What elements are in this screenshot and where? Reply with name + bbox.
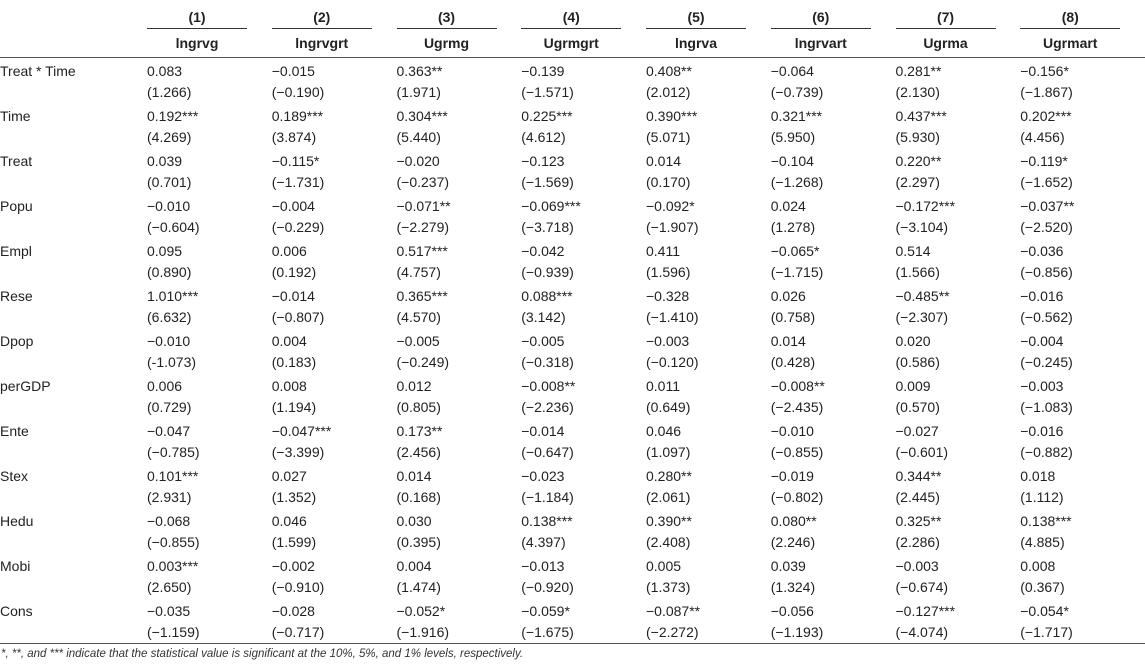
coefficient-cell: 0.026 [770, 287, 806, 304]
t-statistic-cell: (−0.717) [272, 621, 397, 644]
t-statistic-row [0, 396, 1145, 418]
coefficient-cell: 0.189*** [271, 107, 324, 124]
t-statistic-cell: (−1.193) [771, 621, 896, 644]
coefficient-cell: −0.020 [396, 152, 440, 169]
t-statistic-cell: (−0.318) [521, 353, 574, 370]
variable-name: Mobi [0, 557, 31, 574]
coefficient-cell: 0.011 [646, 377, 680, 394]
t-statistic-cell: (4.570) [396, 308, 441, 325]
coefficient-cell: 0.014 [646, 152, 682, 169]
t-statistic-cell: (0.395) [396, 533, 441, 550]
coefficient-row [0, 508, 1145, 531]
column-name-label: Ugrmg [423, 35, 470, 51]
t-statistic-cell: (2.408) [646, 533, 691, 550]
coefficient-cell: 0.365*** [396, 287, 448, 304]
t-statistic-cell: (−1.159) [147, 621, 272, 644]
coefficient-cell: −0.003 [895, 557, 939, 574]
variable-name: Dpop [0, 332, 34, 349]
t-statistic-cell: (1.474) [396, 578, 441, 595]
coefficient-cell: −0.047*** [271, 422, 332, 439]
t-statistic-cell: (−1.083) [1020, 398, 1073, 415]
coefficient-cell: −0.139 [521, 62, 565, 79]
t-statistic-cell: (0.701) [147, 173, 192, 190]
t-statistic-cell: (−0.807) [271, 308, 325, 325]
t-statistic-cell: (2.445) [895, 488, 940, 505]
coefficient-cell: 0.363** [396, 62, 443, 79]
empty-label-cell [0, 306, 147, 328]
t-statistic-cell: (1.112) [1020, 488, 1064, 505]
coefficient-row [0, 463, 1145, 486]
coefficient-cell: −0.019 [770, 467, 814, 484]
t-statistic-cell: (1.566) [895, 263, 940, 280]
coefficient-cell: 0.027 [271, 467, 307, 484]
t-statistic-cell: (1.278) [770, 218, 816, 235]
t-statistic-cell: (3.142) [521, 308, 566, 325]
coefficient-cell: −0.485** [895, 287, 950, 304]
coefficient-cell: 0.344** [895, 467, 942, 484]
column-name-header [272, 29, 397, 58]
column-number-label: (2) [272, 9, 372, 29]
t-statistic-cell: (−2.307) [895, 308, 949, 325]
empty-label-cell [0, 126, 147, 148]
t-statistic-cell: (−0.647) [521, 443, 574, 460]
coefficient-cell: −0.064 [770, 62, 814, 79]
t-statistic-cell: (0.570) [895, 398, 940, 415]
column-name-label: Ugrma [923, 35, 968, 51]
coefficient-cell: −0.027 [895, 422, 939, 439]
t-statistic-cell: (−0.245) [1020, 353, 1073, 370]
column-name-header [147, 29, 272, 58]
coefficient-cell: −0.010 [770, 422, 814, 439]
coefficient-cell: 0.321*** [770, 107, 823, 124]
variable-name: Treat * Time [0, 62, 76, 79]
t-statistic-cell: (−0.785) [147, 443, 200, 460]
column-name-header [896, 29, 1021, 58]
t-statistic-cell: (−1.184) [521, 488, 574, 505]
coefficient-cell: −0.023 [521, 467, 565, 484]
column-name-label: lngrva [674, 35, 717, 51]
t-statistic-cell: (−3.399) [271, 443, 325, 460]
t-statistic-cell: (4.269) [147, 128, 192, 145]
t-statistic-cell: (2.061) [646, 488, 691, 505]
coefficient-cell: −0.014 [521, 422, 565, 439]
column-number-label: (4) [521, 9, 621, 29]
coefficient-cell: −0.092* [646, 197, 695, 214]
t-statistic-cell: (2.246) [770, 533, 816, 550]
coefficient-cell: 0.220** [895, 152, 942, 169]
coefficient-row [0, 103, 1145, 126]
coefficient-cell: −0.042 [521, 242, 565, 259]
coefficient-cell: 0.018 [1020, 467, 1056, 484]
t-statistic-cell: (−0.604) [147, 218, 200, 235]
t-statistic-cell: (2.286) [895, 533, 940, 550]
coefficient-row [0, 193, 1145, 216]
header-corner [0, 0, 147, 29]
t-statistic-cell: (0.586) [895, 353, 940, 370]
coefficient-cell: 0.202*** [1020, 107, 1072, 124]
t-statistic-cell: (−0.674) [895, 578, 949, 595]
coefficient-cell: 0.006 [271, 242, 307, 259]
column-number-header [646, 0, 771, 29]
t-statistic-cell: (−0.237) [396, 173, 450, 190]
t-statistic-cell: (−2.272) [646, 621, 771, 644]
t-statistic-cell: (1.971) [396, 83, 441, 100]
t-statistic-cell: (−2.520) [1020, 218, 1073, 235]
coefficient-cell: −0.004 [271, 197, 315, 214]
coefficient-cell: −0.016 [1020, 422, 1064, 439]
coefficient-cell: 0.039 [770, 557, 806, 574]
t-statistic-cell: (−2.236) [521, 398, 574, 415]
coefficient-cell: 0.437*** [895, 107, 947, 124]
coefficient-cell: 0.008 [271, 377, 307, 394]
coefficient-cell: 0.014 [770, 332, 806, 349]
t-statistic-row [0, 486, 1145, 508]
t-statistic-cell: (6.632) [147, 308, 192, 325]
coefficient-cell: −0.119* [1020, 152, 1068, 169]
header-corner [0, 29, 147, 58]
variable-name: Empl [0, 242, 32, 259]
coefficient-cell: 0.173** [396, 422, 443, 439]
t-statistic-row [0, 216, 1145, 238]
coefficient-cell: −0.071** [396, 197, 451, 214]
column-name-header [397, 29, 522, 58]
empty-label-cell [0, 441, 147, 463]
column-name-label: Ugrmart [1043, 35, 1098, 51]
coefficient-cell: 0.014 [396, 467, 432, 484]
coefficient-cell: 0.046 [271, 512, 307, 529]
t-statistic-cell: (−0.855) [770, 443, 824, 460]
coefficient-cell: 0.192*** [147, 107, 199, 124]
t-statistic-cell: (5.440) [396, 128, 441, 145]
coefficient-cell: −0.037** [1020, 197, 1075, 214]
t-statistic-cell: (−0.601) [895, 443, 949, 460]
coefficient-cell: −0.014 [271, 287, 315, 304]
coefficient-cell: 0.095 [147, 242, 183, 259]
t-statistic-cell: (−0.910) [271, 578, 325, 595]
coefficient-cell: −0.065* [770, 242, 820, 259]
column-number-label: (5) [646, 9, 746, 29]
coefficient-cell: −0.005 [521, 332, 565, 349]
coefficient-cell: 0.325** [895, 512, 942, 529]
t-statistic-cell: (0.649) [646, 398, 691, 415]
t-statistic-cell: (1.194) [271, 398, 317, 415]
variable-name: Stex [0, 467, 29, 484]
column-number-label: (6) [771, 9, 871, 29]
variable-name: perGDP [0, 377, 51, 394]
t-statistic-cell: (−0.920) [521, 578, 574, 595]
t-statistic-cell: (2.012) [646, 83, 691, 100]
variable-name: Time [0, 107, 31, 124]
column-number-label: (1) [147, 9, 247, 29]
t-statistic-row [0, 441, 1145, 463]
coefficient-cell: −0.328 [646, 287, 690, 304]
t-statistic-cell: (−1.731) [271, 173, 325, 190]
coefficient-cell: −0.003 [1020, 377, 1064, 394]
t-statistic-cell: (0.170) [646, 173, 691, 190]
column-name-header [646, 29, 771, 58]
coefficient-cell: 0.020 [895, 332, 931, 349]
t-statistic-cell: (−1.652) [1020, 173, 1073, 190]
coefficient-cell: −0.127*** [895, 602, 956, 619]
t-statistic-row [0, 306, 1145, 328]
t-statistic-cell: (4.397) [521, 533, 566, 550]
t-statistic-cell: (−1.715) [770, 263, 824, 280]
coefficient-cell: 0.005 [646, 557, 682, 574]
t-statistic-row [0, 171, 1145, 193]
t-statistic-cell: (−1.907) [646, 218, 699, 235]
coefficient-cell: 0.408** [646, 62, 692, 79]
coefficient-row [0, 373, 1145, 396]
coefficient-cell: 0.009 [895, 377, 931, 394]
column-number-header [147, 0, 272, 29]
coefficient-row [0, 418, 1145, 441]
coefficient-cell: −0.035 [147, 602, 191, 619]
t-statistic-cell: (5.930) [895, 128, 940, 145]
column-number-header [521, 0, 646, 29]
coefficient-cell: −0.068 [147, 512, 191, 529]
column-name-header [771, 29, 896, 58]
t-statistic-cell: (−0.562) [1020, 308, 1073, 325]
coefficient-cell: −0.059* [521, 602, 570, 619]
empty-label-cell [0, 216, 147, 238]
t-statistic-cell: (0.428) [770, 353, 816, 370]
coefficient-row [0, 238, 1145, 261]
t-statistic-cell: (1.596) [646, 263, 691, 280]
column-number-header [272, 0, 397, 29]
t-statistic-cell: (1.373) [646, 578, 691, 595]
empty-label-cell [0, 396, 147, 418]
t-statistic-cell: (−1.268) [770, 173, 824, 190]
column-name-label: lngrvgrt [295, 35, 349, 51]
empty-label-cell [0, 171, 147, 193]
t-statistic-cell: (0.367) [1020, 578, 1065, 595]
t-statistic-cell: (−0.882) [1020, 443, 1073, 460]
t-statistic-cell: (4.885) [1020, 533, 1065, 550]
t-statistic-cell: (1.097) [646, 443, 691, 460]
t-statistic-cell: (−0.190) [271, 83, 325, 100]
variable-name: Ente [0, 422, 29, 439]
variable-name: Treat [0, 152, 33, 169]
coefficient-cell: −0.172*** [895, 197, 956, 214]
t-statistic-cell: (2.650) [147, 578, 192, 595]
empty-label-cell [0, 576, 147, 598]
t-statistic-cell: (0.758) [770, 308, 816, 325]
column-number-label: (3) [397, 9, 497, 29]
coefficient-cell: 0.411 [646, 242, 680, 259]
coefficient-row [0, 148, 1145, 171]
coefficient-cell: 0.012 [396, 377, 432, 394]
t-statistic-cell: (−0.120) [646, 353, 699, 370]
coefficient-cell: −0.004 [1020, 332, 1064, 349]
column-number-header [896, 0, 1021, 29]
t-statistic-row [0, 351, 1145, 373]
coefficient-cell: −0.028 [271, 602, 315, 619]
t-statistic-cell: (4.456) [1020, 128, 1065, 145]
t-statistic-row [0, 576, 1145, 598]
coefficient-cell: 0.281** [895, 62, 942, 79]
t-statistic-cell: (5.950) [770, 128, 816, 145]
column-number-label: (7) [896, 9, 996, 29]
t-statistic-cell: (−0.739) [770, 83, 824, 100]
t-statistic-cell: (4.757) [396, 263, 441, 280]
coefficient-cell: −0.005 [396, 332, 440, 349]
column-number-label: (8) [1020, 9, 1120, 29]
t-statistic-cell: (−0.802) [770, 488, 824, 505]
coefficient-cell: 0.080** [770, 512, 817, 529]
t-statistic-cell: (−4.074) [896, 621, 1021, 644]
t-statistic-cell: (−3.718) [521, 218, 574, 235]
empty-label-cell [0, 531, 147, 553]
coefficient-cell: 0.088*** [521, 287, 573, 304]
coefficient-cell: −0.015 [271, 62, 315, 79]
coefficient-cell: −0.013 [521, 557, 565, 574]
t-statistic-cell: (3.874) [271, 128, 317, 145]
t-statistic-cell: (5.071) [646, 128, 691, 145]
t-statistic-cell: (1.324) [770, 578, 816, 595]
column-name-row [0, 29, 1145, 58]
column-number-header [1020, 0, 1145, 29]
t-statistic-cell: (−1.867) [1020, 83, 1073, 100]
coefficient-row [0, 328, 1145, 351]
coefficient-row [0, 58, 1145, 82]
coefficient-cell: 0.083 [147, 62, 183, 79]
column-name-label: lngrvg [175, 35, 219, 51]
column-number-row [0, 0, 1145, 29]
coefficient-cell: −0.047 [147, 422, 191, 439]
coefficient-cell: −0.056 [770, 602, 814, 619]
coefficient-cell: −0.052* [396, 602, 446, 619]
coefficient-cell: 0.039 [147, 152, 183, 169]
variable-name: Hedu [0, 512, 34, 529]
coefficient-cell: −0.008** [521, 377, 576, 394]
t-statistic-cell: (−1.571) [521, 83, 574, 100]
coefficient-cell: 0.003*** [147, 557, 199, 574]
t-statistic-cell: (−1.569) [521, 173, 574, 190]
t-statistic-cell: (0.805) [396, 398, 441, 415]
coefficient-cell: −0.054* [1020, 602, 1069, 619]
t-statistic-row [0, 126, 1145, 148]
coefficient-cell: −0.003 [646, 332, 690, 349]
coefficient-cell: −0.115* [271, 152, 320, 169]
t-statistic-cell: (−2.279) [396, 218, 450, 235]
coefficient-cell: −0.010 [147, 332, 191, 349]
coefficient-cell: 0.390*** [646, 107, 698, 124]
coefficient-cell: −0.156* [1020, 62, 1069, 79]
coefficient-cell: 0.225*** [521, 107, 573, 124]
coefficient-cell: 0.004 [396, 557, 432, 574]
t-statistic-cell: (2.456) [396, 443, 441, 460]
t-statistic-cell: (0.183) [271, 353, 317, 370]
coefficient-cell: 0.390** [646, 512, 692, 529]
empty-label-cell [0, 486, 147, 508]
t-statistic-cell: (0.729) [147, 398, 192, 415]
column-number-header [771, 0, 896, 29]
t-statistic-cell: (1.599) [271, 533, 317, 550]
coefficient-cell: 0.006 [147, 377, 183, 394]
t-statistic-cell: (2.931) [147, 488, 192, 505]
t-statistic-row [0, 261, 1145, 283]
coefficient-cell: 0.304*** [396, 107, 448, 124]
coefficient-row [0, 283, 1145, 306]
t-statistic-cell: (−0.855) [147, 533, 200, 550]
t-statistic-cell: (−1.717) [1020, 621, 1145, 644]
coefficient-cell: 0.024 [770, 197, 806, 214]
column-name-label: Ugrmgrt [543, 35, 599, 51]
coefficient-cell: 0.280** [646, 467, 692, 484]
coefficient-cell: −0.008** [770, 377, 825, 394]
table-body [0, 58, 1145, 644]
coefficient-cell: 0.030 [396, 512, 432, 529]
coefficient-cell: 0.008 [1020, 557, 1056, 574]
column-name-header [1020, 29, 1145, 58]
t-statistic-cell: (−3.104) [895, 218, 949, 235]
coefficient-cell: −0.069*** [521, 197, 581, 214]
t-statistic-cell: (−1.675) [521, 621, 646, 644]
column-name-label: lngrvart [794, 35, 847, 51]
t-statistic-cell: (2.130) [895, 83, 940, 100]
variable-name: Rese [0, 287, 33, 304]
column-name-header [521, 29, 646, 58]
t-statistic-cell: (1.266) [147, 83, 192, 100]
t-statistic-cell: (0.168) [396, 488, 441, 505]
t-statistic-cell: (−0.249) [396, 353, 450, 370]
t-statistic-cell: (-1.073) [147, 353, 197, 370]
significance-note: *, **, and *** indicate that the statistical value is significant at the 10%, 5%, and 1% levels, respectively. [1, 648, 524, 660]
coefficient-cell: −0.016 [1020, 287, 1064, 304]
t-statistic-cell: (−0.939) [521, 263, 574, 280]
t-statistic-cell: (0.192) [271, 263, 317, 280]
t-statistic-cell: (1.352) [271, 488, 317, 505]
coefficient-cell: 0.517*** [396, 242, 448, 259]
coefficient-cell: −0.036 [1020, 242, 1064, 259]
t-statistic-cell: (−1.410) [646, 308, 699, 325]
coefficient-cell: 0.004 [271, 332, 307, 349]
t-statistic-cell: (−0.856) [1020, 263, 1073, 280]
coefficient-cell: 0.101*** [147, 467, 199, 484]
empty-label-cell [0, 261, 147, 283]
coefficient-cell: −0.010 [147, 197, 191, 214]
column-number-header [397, 0, 522, 29]
coefficient-cell: 0.046 [646, 422, 682, 439]
t-statistic-cell: (4.612) [521, 128, 566, 145]
empty-label-cell [0, 81, 147, 103]
coefficient-cell: 0.138*** [1020, 512, 1072, 529]
coefficient-cell: 0.138*** [521, 512, 573, 529]
empty-label-cell [0, 621, 147, 644]
empty-label-cell [0, 351, 147, 373]
t-statistic-cell: (2.297) [895, 173, 940, 190]
variable-name: Popu [0, 197, 33, 214]
t-statistic-row [0, 531, 1145, 553]
t-statistic-row [0, 621, 1145, 644]
coefficient-row [0, 553, 1145, 576]
t-statistic-cell: (−1.916) [397, 621, 522, 644]
coefficient-row [0, 598, 1145, 621]
coefficient-cell: −0.104 [770, 152, 814, 169]
coefficient-cell: −0.087** [646, 602, 701, 619]
coefficient-cell: 0.514 [895, 242, 931, 259]
t-statistic-cell: (−0.229) [271, 218, 325, 235]
coefficient-cell: −0.123 [521, 152, 565, 169]
t-statistic-cell: (−2.435) [770, 398, 824, 415]
coefficient-cell: 1.010*** [147, 287, 199, 304]
t-statistic-cell: (0.890) [147, 263, 192, 280]
coefficient-cell: −0.002 [271, 557, 315, 574]
variable-name: Cons [0, 602, 33, 619]
t-statistic-row [0, 81, 1145, 103]
